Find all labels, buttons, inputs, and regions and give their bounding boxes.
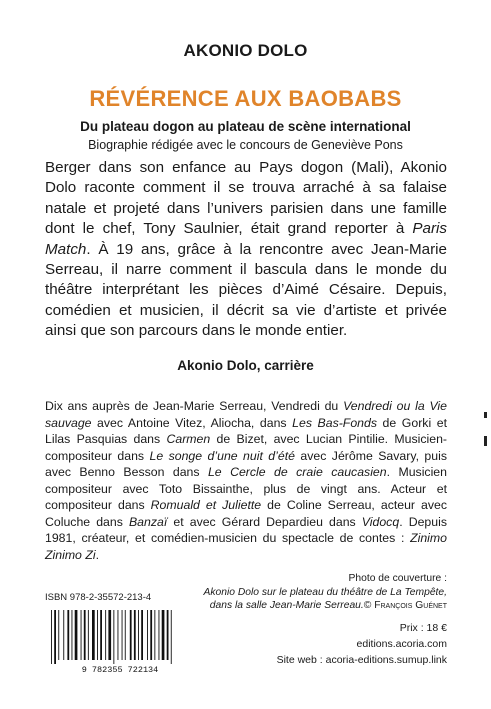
barcode-bar: [138, 610, 139, 660]
barcode-bar: [97, 610, 98, 660]
career-text: avec Antoine Vitez, Aliocha, dans: [91, 415, 293, 430]
career-work-title: Le songe d’une nuit d’été: [149, 448, 295, 463]
career-paragraph: [45, 398, 447, 563]
summary-italic-title: Paris Match: [45, 220, 447, 258]
book-subtitle: Du plateau dogon au plateau de scène international: [80, 119, 411, 134]
barcode-bar: [167, 610, 169, 660]
barcode-bar: [75, 610, 78, 660]
career-work-title: Vidocq: [361, 514, 400, 529]
career-text: . Musicien compositeur avec Toto Bissainthe, plus de vingt ans. Acteur et compositeur dans: [45, 465, 447, 512]
barcode-digits: 9 782355 722134: [81, 665, 159, 674]
barcode-bar: [130, 610, 132, 660]
career-text: . Depuis 1981, créateur, et comédien-musicien du spectacle de contes :: [45, 514, 447, 545]
trim-mark: [484, 412, 487, 418]
summary-text-1: Berger dans son enfance au Pays dogon (Mali), Akonio Dolo raconte comment il se trouva arraché à sa falaise natale et projeté dans l’univers parisien dans une famille dont le chef, Tony Saulnier, était grand reporter à: [45, 159, 447, 238]
barcode-bar: [72, 610, 73, 660]
career-work-title: Banzaï: [128, 514, 168, 529]
barcode-bar: [162, 610, 165, 660]
barcode-bar: [150, 610, 152, 660]
barcode-bar: [108, 610, 111, 660]
barcode-bar: [63, 610, 64, 660]
photo-credit-label: Photo de couverture :: [348, 573, 447, 584]
career-work-title: Vendredi ou la Vie sauvage: [45, 399, 447, 430]
shop-website: Site web : acoria-editions.sumup.link: [276, 654, 447, 666]
book-title: RÉVÉRENCE AUX BAOBABS: [89, 86, 402, 111]
career-text: et avec Gérard Depardieu dans: [167, 514, 362, 529]
trim-mark: [484, 436, 487, 446]
barcode-bar: [105, 610, 106, 660]
barcode-bar: [81, 610, 82, 660]
author-name: AKONIO DOLO: [183, 41, 308, 60]
barcode-bar: [84, 610, 86, 660]
career-work-title: Zinimo Zinimo Zi: [45, 531, 447, 562]
barcode-bar: [118, 610, 119, 660]
photographer-credit: © François Guénet: [363, 600, 447, 611]
barcode-bar: [67, 610, 69, 660]
photo-credit-caption-1: Akonio Dolo sur le plateau du théâtre de La Tempête,: [203, 586, 447, 598]
barcode-bar: [54, 610, 56, 664]
barcode-bar: [171, 610, 172, 664]
price: Prix : 18 €: [399, 622, 447, 634]
isbn: ISBN 978-2-35572-213-4: [45, 592, 152, 603]
barcode-bar: [141, 610, 143, 660]
career-text: de Gorki et Lilas Pasquias dans: [45, 415, 447, 446]
barcode-bars: [51, 610, 172, 664]
publisher-website: editions.acoria.com: [356, 638, 447, 650]
barcode-bar: [113, 610, 114, 664]
career-text: .: [95, 547, 99, 562]
barcode-bar: [100, 610, 102, 660]
barcode-bar: [58, 610, 59, 660]
summary-text-2: . À 19 ans, grâce à la rencontre avec Jean-Marie Serreau, il narre comment il bascula dans le monde du théâtre interprétant les pièces d’Aimé Césaire. Depuis, comédien et musicien, il décrit sa vie d’artiste et privée ainsi que son parcours dans le monde entier.: [45, 240, 447, 340]
barcode-bar: [92, 610, 95, 660]
barcode-bar: [134, 610, 136, 660]
publisher-info: [247, 620, 447, 668]
barcode-bar: [122, 610, 123, 660]
barcode-bar: [88, 610, 89, 660]
photo-credit-caption-2: [187, 599, 447, 613]
photo-credit: [187, 572, 447, 613]
barcode-bar: [147, 610, 148, 660]
career-work-title: Les Bas-Fonds: [292, 415, 377, 430]
career-work-title: Le Cercle de craie caucasien: [207, 465, 387, 479]
barcode-icon: [45, 608, 195, 674]
photo-credit-caption-3: dans la salle Jean-Marie Serreau.: [209, 600, 364, 611]
career-work-title: Romuald et Juliette: [150, 498, 262, 512]
barcode-bar: [159, 610, 160, 660]
career-work-title: Carmen: [166, 432, 211, 446]
career-text: Dix ans auprès de Jean-Marie Serreau, Vendredi du: [45, 399, 344, 413]
barcode-bar: [154, 610, 155, 660]
barcode-bar: [51, 610, 52, 664]
career-text: de Bizet, avec Lucian Pintilie. Musicien-compositeur dans: [45, 432, 447, 463]
summary-paragraph: [45, 158, 447, 342]
career-heading: Akonio Dolo, carrière: [177, 358, 314, 373]
career-text: de Coline Serreau, acteur avec Coluche dans: [45, 498, 448, 529]
barcode-bar: [125, 610, 126, 660]
career-text: avec Jérôme Savary, puis avec Benno Besson dans: [45, 448, 447, 479]
co-author-credit: Biographie rédigée avec le concours de Geneviève Pons: [88, 138, 403, 152]
